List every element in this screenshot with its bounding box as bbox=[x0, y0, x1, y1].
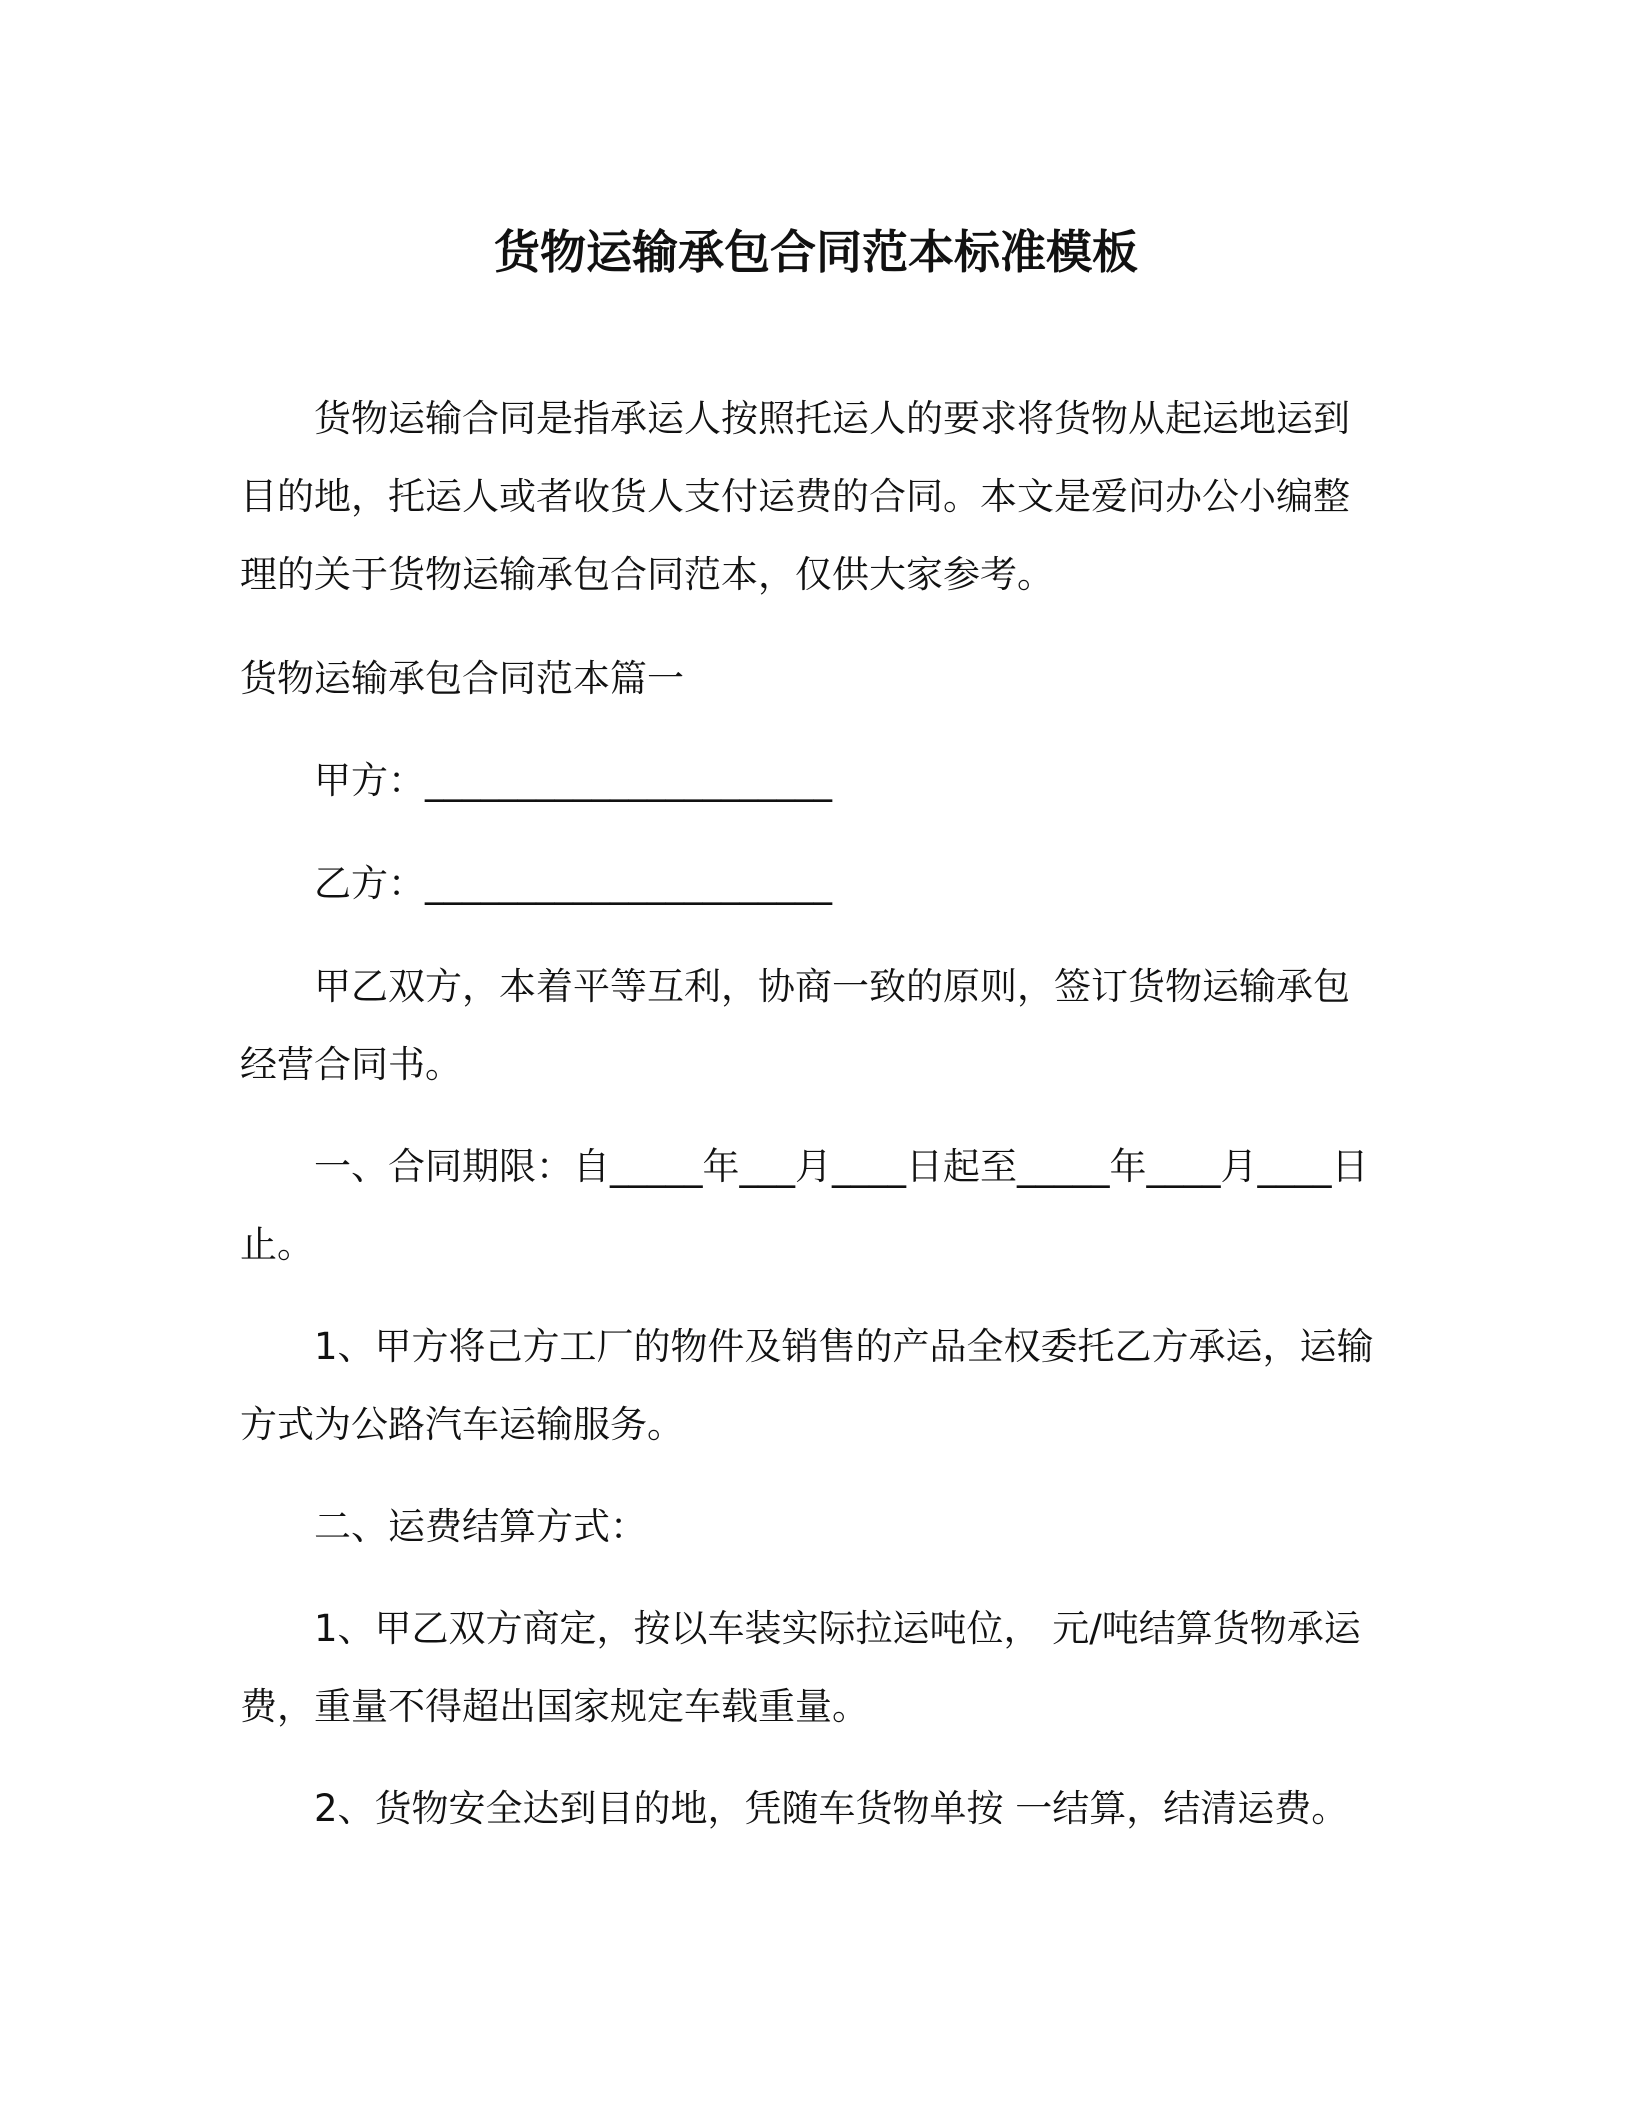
contract-term-paragraph: 一、合同期限：自_____年___月____日起至_____年____月____日止。 bbox=[240, 1145, 1369, 1266]
freight-clause-1: 1、甲乙双方商定，按以车装实际拉运吨位， 元/吨结算货物承运费，重量不得超出国家规定车载重量。 bbox=[240, 1607, 1361, 1728]
freight-heading: 二、运费结算方式： bbox=[314, 1505, 647, 1548]
clause-1-paragraph: 1、甲方将己方工厂的物件及销售的产品全权委托乙方承运，运输方式为公路汽车运输服务。 bbox=[240, 1325, 1374, 1446]
intro-paragraph: 货物运输合同是指承运人按照托运人的要求将货物从起运地运到目的地，托运人或者收货人支付运费的合同。本文是爱问办公小编整理的关于货物运输承包合同范本，仅供大家参考。 bbox=[240, 397, 1350, 596]
party-a-line: 甲方：______________________ bbox=[314, 759, 832, 802]
section-heading: 货物运输承包合同范本篇一 bbox=[240, 657, 684, 700]
agreement-paragraph: 甲乙双方，本着平等互利，协商一致的原则，签订货物运输承包经营合同书。 bbox=[240, 965, 1350, 1086]
freight-clause-2: 2、货物安全达到目的地，凭随车货物单按 一结算，结清运费。 bbox=[314, 1787, 1349, 1830]
document-title: 货物运输承包合同范本标准模板 bbox=[494, 225, 1138, 279]
party-b-line: 乙方：______________________ bbox=[314, 862, 832, 905]
